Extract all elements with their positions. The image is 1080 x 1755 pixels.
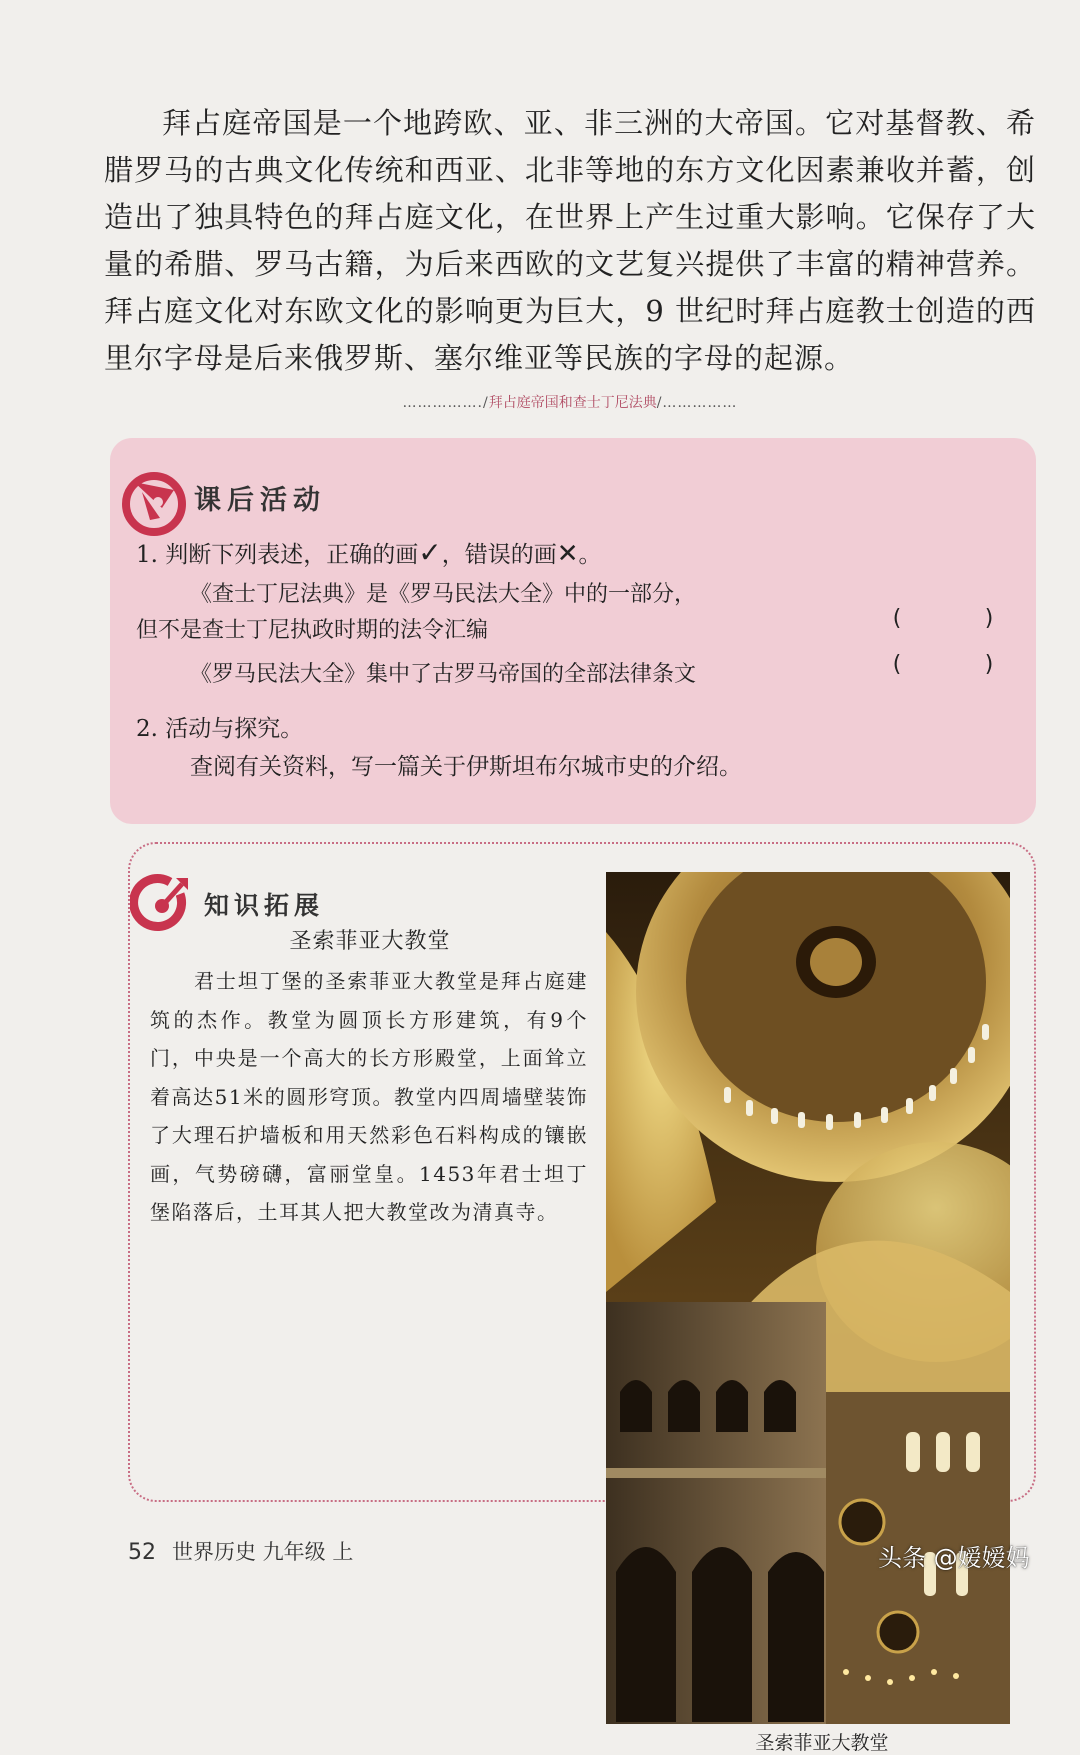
statement-2: 《罗马民法大全》集中了古罗马帝国的全部法律条文	[190, 662, 697, 687]
item1-middle: ，错误的画	[441, 542, 557, 568]
statement-1-line-2: 但不是查士丁尼执政时期的法令汇编	[136, 618, 489, 643]
answer-blank-2[interactable]: ( )	[890, 652, 996, 677]
photo-caption: 圣索菲亚大教堂	[755, 1732, 889, 1754]
section-marker-dots-right: /……………	[656, 395, 738, 411]
check-mark-icon: ✓	[418, 536, 442, 569]
statement-1-line-1: 《查士丁尼法典》是《罗马民法大全》中的一部分，	[190, 582, 697, 607]
after-class-activity-box	[110, 438, 1036, 824]
activity-item-2-detail: 查阅有关资料，写一篇关于伊斯坦布尔城市史的介绍。	[190, 754, 742, 780]
section-marker-title: 拜占庭帝国和查士丁尼法典	[488, 395, 657, 411]
target-arrow-icon	[130, 872, 194, 936]
intro-paragraph: 拜占庭帝国是一个地跨欧、亚、非三洲的大帝国。它对基督教、希腊罗马的古典文化传统和西亚、北非等地的东方文化因素兼收并蓄，创造出了独具特色的拜占庭文化，在世界上产生过重大影响。它保存了大量的希腊、罗马古籍，为后来西欧的文艺复兴提供了丰富的精神营养。拜占庭文化对东欧文化的影响更为巨大，9 世纪时拜占庭教士创造的西里尔字母是后来俄罗斯、塞尔维亚等民族的字母的起源。	[104, 106, 1036, 375]
page-footer	[128, 1536, 353, 1566]
answer-blank-1[interactable]: ( )	[890, 606, 996, 631]
activity-item-2: 2. 活动与探究。	[136, 716, 304, 742]
pen-nib-icon	[120, 468, 188, 536]
cross-mark-icon: ✕	[556, 539, 579, 569]
knowledge-body: 君士坦丁堡的圣索菲亚大教堂是拜占庭建筑的杰作。教堂为圆顶长方形建筑，有9个门，中央是一个高大的长方形殿堂，上面耸立着高达51米的圆形穹顶。教堂内四周墙壁装饰了大理石护墙板和用天然彩色石料构成的镶嵌画，气势磅礴，富丽堂皇。1453年君士坦丁堡陷落后，土耳其人把大教堂改为清真寺。	[150, 969, 588, 1224]
knowledge-subtitle: 圣索菲亚大教堂	[289, 929, 451, 954]
item1-suffix: 。	[578, 542, 602, 568]
activity-title: 课后活动	[194, 485, 326, 516]
item1-prefix: 1. 判断下列表述，正确的画	[136, 542, 419, 568]
activity-item-1	[136, 538, 602, 570]
book-title: 世界历史 九年级 上	[172, 1540, 354, 1564]
section-marker	[330, 392, 810, 412]
section-marker-dots-left: ……………./	[402, 395, 489, 411]
page-number: 52	[128, 1540, 156, 1565]
hagia-sophia-photo	[606, 872, 1010, 1724]
watermark: 头条 @嫒嫒妈	[878, 1544, 1030, 1572]
knowledge-title: 知识拓展	[204, 891, 325, 920]
